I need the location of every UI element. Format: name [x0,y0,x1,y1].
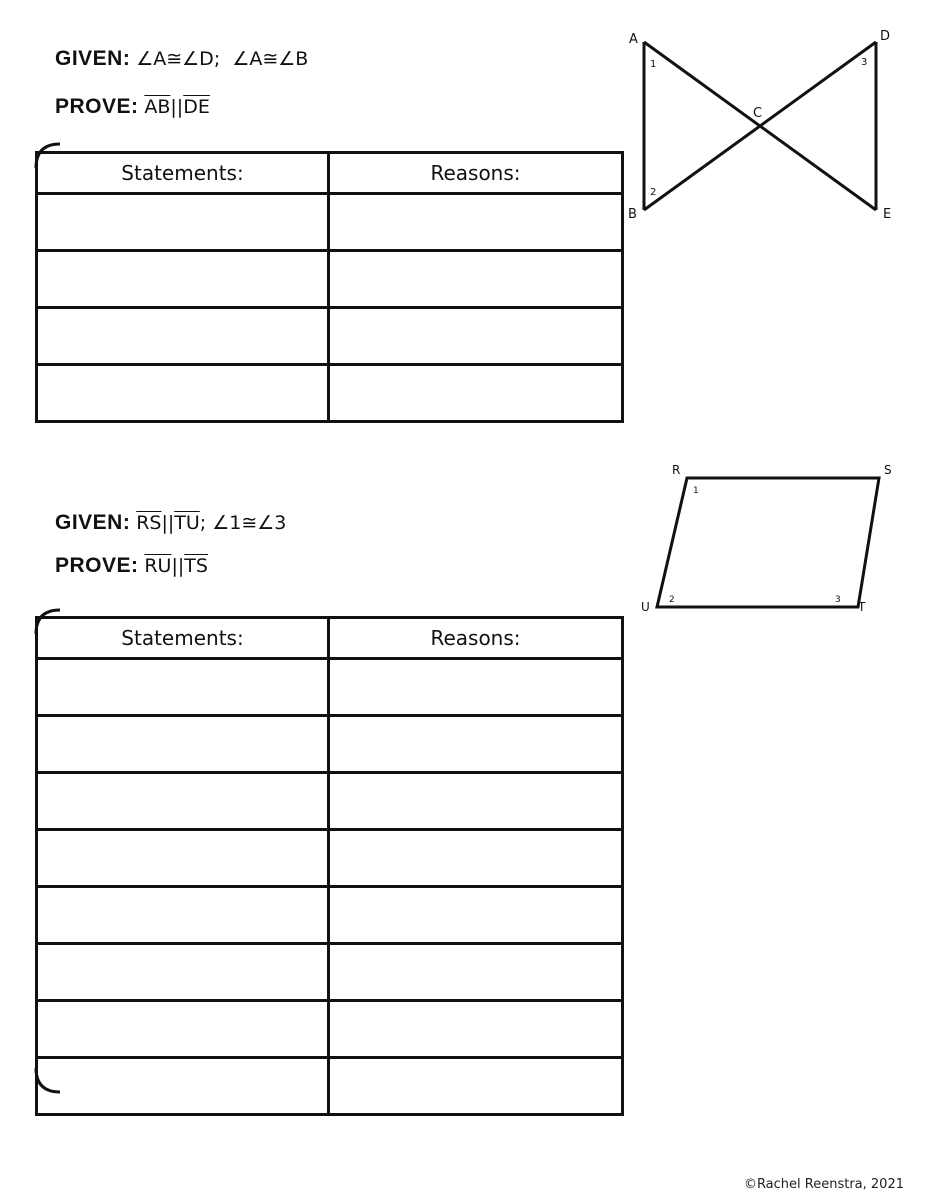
statement-cell[interactable] [37,1001,329,1058]
statement-cell[interactable] [37,1058,329,1115]
segment-ru: $\overline{RU}$ [144,555,172,577]
point-label-b: B [628,207,637,222]
segment-ab: $\overline{AB}$ [144,96,171,118]
segment-ts: $\overline{TS}$ [184,555,208,577]
copyright-notice: ©Rachel Reenstra, 2021 [743,1177,904,1192]
given-angle-congruence-1: ∠A≅∠D [136,48,214,70]
prove-label: PROVE: [55,95,139,118]
given-label: GIVEN: [55,47,131,70]
angle-label-2: 2 [650,187,657,198]
parallel-symbol: || [170,96,184,118]
reason-cell[interactable] [329,944,623,1001]
reason-cell[interactable] [329,308,623,365]
table-row [37,659,623,716]
parallel-symbol: || [161,512,175,534]
proof-table-1 [35,151,624,423]
table-row [37,1001,623,1058]
prove-line-1 [55,94,210,120]
angle-label-2: 2 [669,595,675,605]
table-row [37,194,623,251]
table-row [37,716,623,773]
statement-cell[interactable] [37,944,329,1001]
segment-de: $\overline{DE}$ [183,96,210,118]
angle-label-3: 3 [835,595,841,605]
statement-cell[interactable] [37,887,329,944]
statement-cell[interactable] [37,830,329,887]
point-label-t: T [858,600,866,614]
parallelogram-figure [640,455,910,625]
point-label-u: U [641,600,650,614]
proof-table-2 [35,616,624,1116]
reasons-header: Reasons: [329,153,623,194]
table-row [37,251,623,308]
given-line-2 [55,510,286,536]
segment-rs: $\overline{RS}$ [136,512,162,534]
statement-cell[interactable] [37,308,329,365]
reason-cell[interactable] [329,194,623,251]
bowtie-figure [620,20,910,240]
statements-header: Statements: [37,153,329,194]
reason-cell[interactable] [329,773,623,830]
reason-cell[interactable] [329,251,623,308]
table-row [37,887,623,944]
reason-cell[interactable] [329,716,623,773]
statements-header: Statements: [37,618,329,659]
given-statement-2 [136,512,286,534]
reason-cell[interactable] [329,365,623,422]
given-angle-congruence-2: ∠A≅∠B [232,48,309,70]
reasons-header: Reasons: [329,618,623,659]
point-label-r: R [672,463,681,477]
segment-tu: $\overline{TU}$ [174,512,200,534]
angle-label-1: 1 [693,486,699,496]
statement-cell[interactable] [37,716,329,773]
given-label: GIVEN: [55,511,131,534]
statement-cell[interactable] [37,659,329,716]
point-label-e: E [883,207,892,222]
statement-cell[interactable] [37,773,329,830]
given-angle-congruence: ∠1≅∠3 [212,512,287,534]
table-row [37,830,623,887]
reason-cell[interactable] [329,659,623,716]
table-row [37,308,623,365]
given-statement-1 [136,48,308,70]
table-row [37,1058,623,1115]
prove-statement-2 [144,555,208,577]
statement-cell[interactable] [37,251,329,308]
table-row [37,773,623,830]
reason-cell[interactable] [329,1058,623,1115]
table-row [37,944,623,1001]
reason-cell[interactable] [329,887,623,944]
parallel-symbol: || [171,555,185,577]
angle-label-3: 3 [861,57,868,68]
given-separator: ; [199,512,207,534]
reason-cell[interactable] [329,1001,623,1058]
angle-label-1: 1 [650,59,657,70]
prove-line-2 [55,553,208,579]
statement-cell[interactable] [37,194,329,251]
statement-cell[interactable] [37,365,329,422]
point-label-d: D [880,29,891,44]
prove-statement-1 [144,96,210,118]
prove-label: PROVE: [55,554,139,577]
parallelogram-rstu [657,478,879,607]
point-label-a: A [629,32,638,47]
point-label-s: S [884,463,892,477]
reason-cell[interactable] [329,830,623,887]
table-row [37,365,623,422]
given-separator: ; [213,48,221,70]
point-label-c: C [753,106,763,121]
given-line-1 [55,46,308,72]
